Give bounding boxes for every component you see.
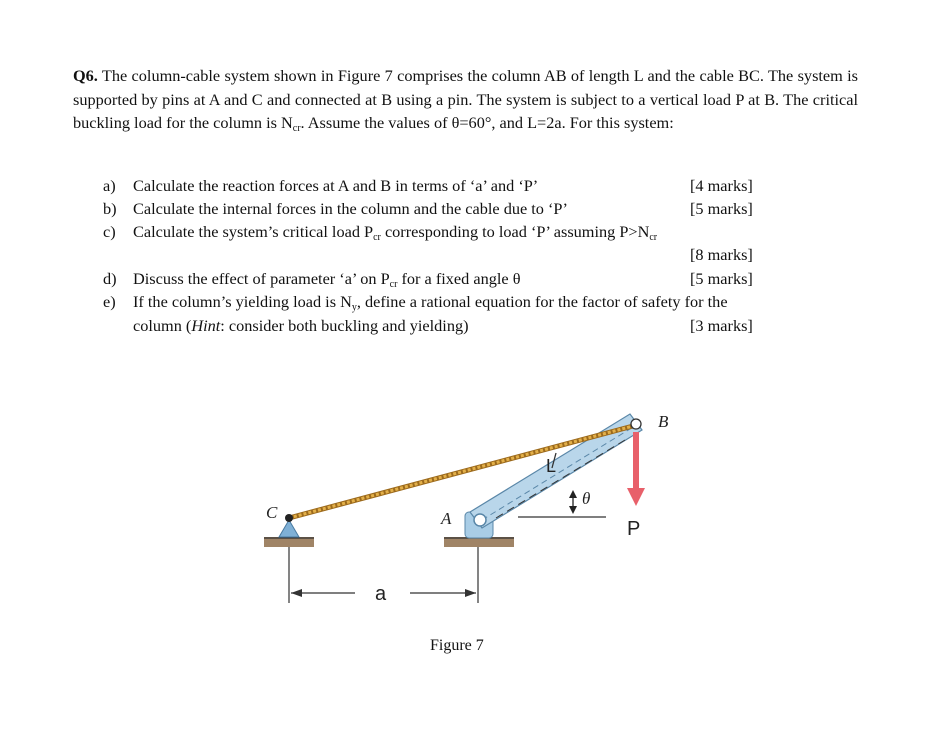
part-d-marks: [5 marks]: [690, 269, 753, 288]
part-a-marks: [4 marks]: [690, 176, 753, 195]
intro-text-1: The column-cable system shown in Figure 7 comprises the column AB of length L and the cable BC. The system is supported by pins at A and C and connected at B using a pin. The system is subject to a vertical load P at B. The critical buckling load for the column is N: [73, 66, 858, 133]
part-c-marks: [8 marks]: [690, 245, 753, 264]
part-e-line2: column (Hint: consider both buckling and yielding): [133, 316, 469, 335]
load-arrow-p: [627, 432, 645, 506]
part-text: Discuss the effect of parameter ‘a’ on $P_{cr}$ for a fixed angle θ: [133, 269, 521, 290]
support-c: [264, 520, 314, 547]
part-b-marks: [5 marks]: [690, 199, 753, 218]
pin-c: [285, 514, 293, 522]
part-label: b): [103, 199, 117, 218]
intro-sub: cr: [292, 123, 301, 135]
part-label: c): [103, 222, 116, 241]
pin-b: [631, 419, 641, 429]
part-text: Calculate the internal forces in the column and the cable due to ‘P’: [133, 199, 568, 218]
intro-text-2: . Assume the values of θ=60°, and L=2a. For this system:: [300, 113, 674, 133]
part-label: a): [103, 176, 116, 195]
part-text: Calculate the reaction forces at A and B in terms of ‘a’ and ‘P’: [133, 176, 539, 195]
figure-caption: Figure 7: [430, 637, 484, 654]
label-theta: θ: [582, 489, 591, 508]
part-label: e): [103, 292, 116, 311]
label-l: L: [546, 456, 557, 476]
theta-indicator: [569, 490, 577, 514]
part-text: Calculate the system’s critical load $P_{cr}$ corresponding to load ‘P’ assuming $P>N_{cr}$: [133, 222, 658, 243]
label-b: B: [658, 412, 669, 431]
label-p: P: [627, 518, 641, 540]
part-e-marks: [3 marks]: [690, 316, 753, 335]
part-label: d): [103, 269, 117, 288]
label-a: A: [441, 509, 452, 528]
label-dimension-a: a: [375, 583, 387, 605]
label-c: C: [266, 503, 278, 522]
question-number: Q6.: [73, 66, 98, 85]
part-text: If the column’s yielding load is $N_y$, define a rational equation for the factor of safety for the: [133, 292, 728, 313]
